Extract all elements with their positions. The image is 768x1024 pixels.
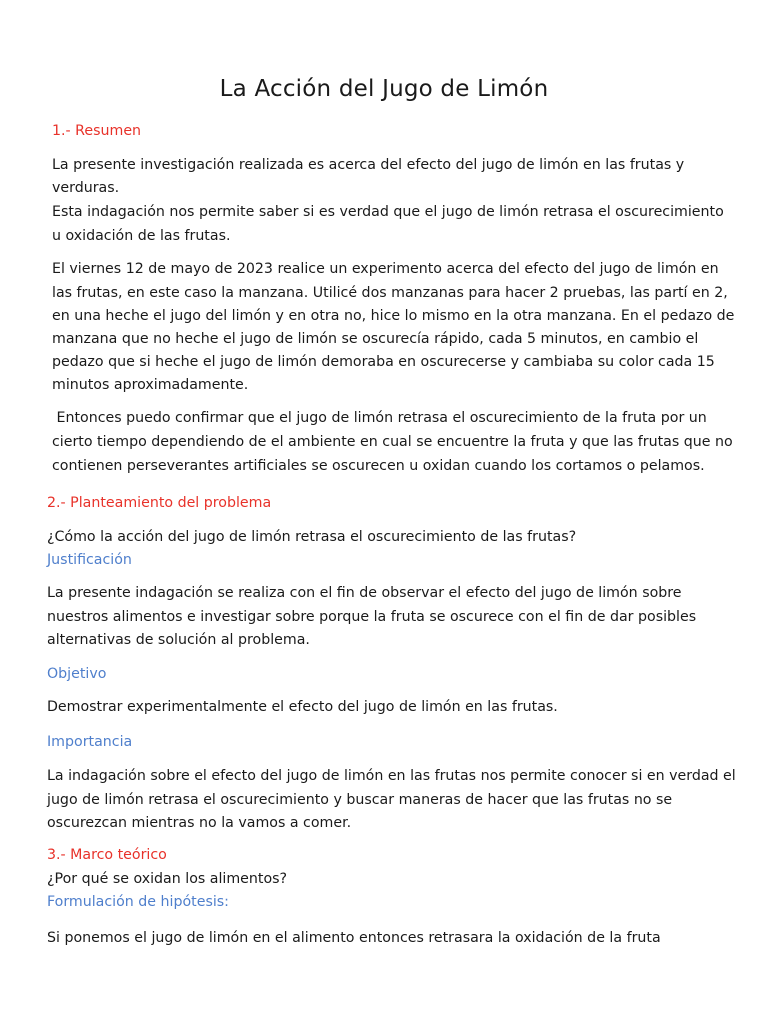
- resumen-p1-line-3: Esta indagación nos permite saber si es verdad que el jugo de limón retrasa el oscurecimiento: [52, 204, 724, 220]
- hipotesis-text: Si ponemos el jugo de limón en el alimento entonces retrasara la oxidación de la fruta: [47, 930, 661, 946]
- subheading-importancia: Importancia: [47, 734, 133, 750]
- justificacion-line-1: La presente indagación se realiza con el fin de observar el efecto del jugo de limón sobre: [47, 585, 682, 601]
- section-heading-planteamiento: 2.- Planteamiento del problema: [47, 495, 272, 511]
- resumen-p2-line-5: pedazo que si heche el jugo de limón demoraba en oscurecerse y cambiaba su color cada 15: [52, 354, 715, 370]
- importancia-line-1: La indagación sobre el efecto del jugo de limón en las frutas nos permite conocer si en verdad el: [47, 768, 736, 784]
- resumen-p1-line-4: u oxidación de las frutas.: [52, 228, 231, 244]
- resumen-p2-line-1: El viernes 12 de mayo de 2023 realice un experimento acerca del efecto del jugo de limón en: [52, 261, 719, 277]
- marco-question: ¿Por qué se oxidan los alimentos?: [47, 871, 288, 887]
- justificacion-line-2: nuestros alimentos e investigar sobre porque la fruta se oscurece con el fin de dar posibles: [47, 609, 697, 625]
- section-heading-marco: 3.- Marco teórico: [47, 847, 167, 863]
- resumen-p1-line-1: La presente investigación realizada es acerca del efecto del jugo de limón en las frutas y: [52, 157, 685, 173]
- subheading-justificacion: Justificación: [47, 552, 132, 568]
- importancia-line-2: jugo de limón retrasa el oscurecimiento y buscar maneras de hacer que las frutas no se: [47, 792, 673, 808]
- resumen-p2-line-4: manzana que no heche el jugo de limón se oscurecía rápido, cada 5 minutos, en cambio el: [52, 331, 699, 347]
- resumen-p2-line-2: las frutas, en este caso la manzana. Utilicé dos manzanas para hacer 2 pruebas, las partí en 2,: [52, 285, 728, 301]
- objetivo-text: Demostrar experimentalmente el efecto del jugo de limón en las frutas.: [47, 699, 558, 715]
- resumen-p3-line-1: Entonces puedo confirmar que el jugo de limón retrasa el oscurecimiento de la fruta por un: [52, 410, 707, 426]
- resumen-p1-line-2: verduras.: [52, 180, 120, 196]
- planteamiento-question: ¿Cómo la acción del jugo de limón retrasa el oscurecimiento de las frutas?: [47, 529, 577, 545]
- resumen-p3-line-2: cierto tiempo dependiendo de el ambiente en cual se encuentre la fruta y que las frutas que no: [52, 434, 733, 450]
- subheading-objetivo: Objetivo: [47, 666, 107, 682]
- page-title: La Acción del Jugo de Limón: [219, 76, 549, 102]
- resumen-p2-line-3: en una heche el jugo del limón y en otra no, hice lo mismo en la otra manzana. En el pedazo de: [52, 308, 735, 324]
- subheading-hipotesis: Formulación de hipótesis:: [47, 894, 229, 910]
- importancia-line-3: oscurezcan mientras no la vamos a comer.: [47, 815, 352, 831]
- justificacion-line-3: alternativas de solución al problema.: [47, 632, 310, 648]
- resumen-p3-line-3: contienen perseverantes artificiales se oscurecen u oxidan cuando los cortamos o pelamos.: [52, 458, 705, 474]
- resumen-p2-line-6: minutos aproximadamente.: [52, 377, 249, 393]
- section-heading-resumen: 1.- Resumen: [52, 123, 142, 139]
